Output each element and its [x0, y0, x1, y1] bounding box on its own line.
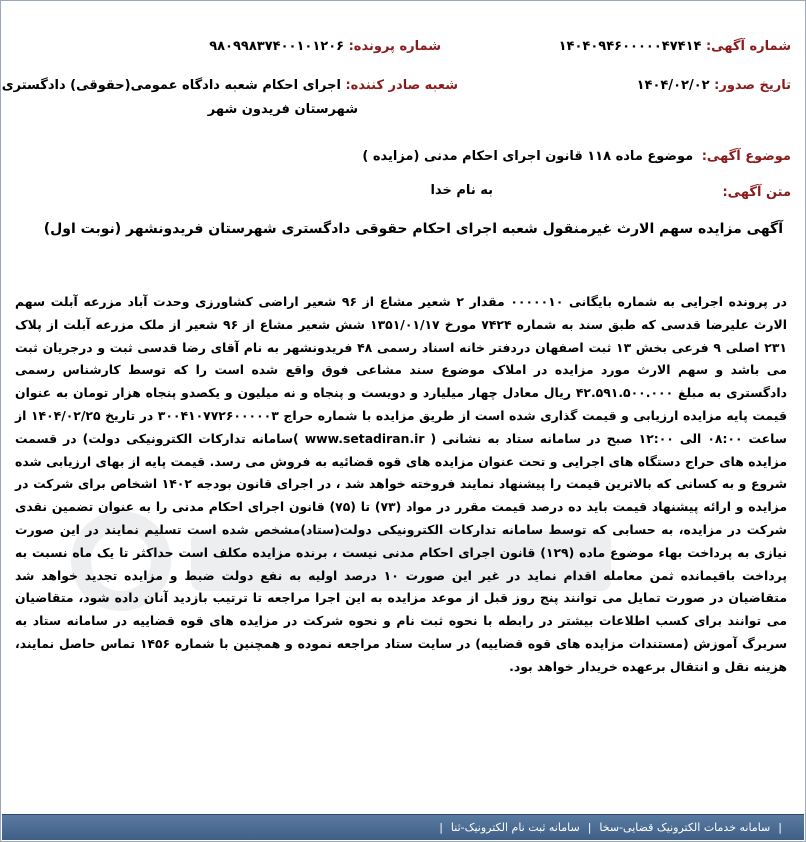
text-label-row — [722, 185, 791, 200]
case-number-label: شماره پرونده: — [348, 39, 441, 54]
notice-number-label: شماره آگهی: — [705, 39, 791, 54]
issue-date-value: ۱۴۰۴/۰۲/۰۲ — [636, 78, 710, 93]
footer-separator: | — [778, 821, 782, 834]
notice-headline: آگهی مزایده سهم الارث غیرمنقول شعبه اجرای احکام حقوقی دادگستری شهرستان فریدونشهر (نوبت اول) — [43, 221, 783, 237]
branch-value-line2: شهرستان فریدون شهر — [207, 102, 358, 117]
branch-label: شعبه صادر کننده: — [345, 78, 458, 93]
footer-separator: | — [587, 821, 592, 834]
branch-row-2 — [208, 102, 358, 117]
subject-row — [362, 149, 791, 164]
subject-value: موضوع ماده ۱۱۸ قانون اجرای احکام مدنی (مزایده ) — [362, 149, 694, 164]
notice-body-part1: در پرونده اجرایی به شماره بایگانی ۰۰۰۰۰۱۰ مقدار ۲ شعیر مشاع از ۹۶ شعیر اراضی کشاورزی وحدت آباد مزرعه آبلت سهم الارث علیرضا قدسی که طبق سند به شماره ۷۴۲۴ مورخ ۱۳۵۱/۰۱/۱۷ شش شعیر مشاع از ۹۶ شعیر از ملک مزرعه آبلت از پلاک ۲۳۱ اصلی ۹ فرعی بخش ۱۳ ثبت اصفهان دردفتر خانه اسناد رسمی ۴۸ فریدونشهر به نام آقای رضا قدسی ثبت و درجریان ثبت می باشد و سهم الارث مورد مزایده در املاک موضوع سند مشاعی فوق واقع شده است را که توسط کارشناس رسمی دادگستری به مبلغ ۴۲.۵۹۱.۵۰۰.۰۰۰ ریال معادل چهار میلیارد و دویست و پنجاه و نه میلیون و یکصدو پنجاه هزار تومان به عنوان قیمت پایه مزایده ارزیابی و قیمت گذاری شده است از طریق مزایده با شماره حراج ۳۰۰۴۱۰۷۷۲۶۰۰۰۰۰۳ در تاریخ ۱۴۰۴/۰۲/۲۵ از ساعت ۰۸:۰۰ الی ۱۲:۰۰ صبح در سامانه ستاد به نشانی ( — [15, 294, 788, 446]
footer-bar — [2, 814, 804, 840]
text-intro: به نام خدا — [430, 183, 493, 198]
subject-label: موضوع آگهی: — [701, 149, 791, 164]
notice-number-row — [559, 39, 791, 54]
case-number-value: ۹۸۰۹۹۸۳۷۴۰۰۱۰۱۲۰۶ — [209, 39, 345, 54]
footer-separator: | — [439, 821, 443, 834]
footer-link-sana[interactable]: سامانه ثبت نام الکترونیک-ثنا — [450, 821, 580, 834]
branch-value-line1: اجرای احکام شعبه دادگاه عمومی(حقوقی) دادگستری — [1, 78, 341, 93]
notice-body — [15, 291, 787, 679]
notice-body-part2: )سامانه تدارکات الکترونیکی دولت) در قسمت مزایده های حراج دستگاه های اجرایی و تحت عنوان مزایده های قوه قضائیه به فروش می رسد. قیمت پایه از بهای ارزیابی شده شروع و به کسانی که بالاترین قیمت را پیشنهاد نمایند فروخته خواهد شد ، در اجرای قانون بودجه ۱۴۰۲ اشخاص برای شرکت در مزایده و ارائه پیشنهاد قیمت باید ده درصد قیمت مقرر در مواد (۷۳) تا (۷۵) قانون اجرای احکام مدنی را به عنوان تضمین نقدی شرکت در مزایده، به حسابی که توسط سامانه تدارکات الکترونیکی دولت(ستاد)مشخص شده است تسلیم نمایند در این صورت نیازی به پرداخت بهاء موضوع ماده (۱۲۹) قانون اجرای احکام مدنی نیست ، برنده مزایده مکلف است حداکثر تا یک ماه نسبت به پرداخت باقیمانده ثمن معامله اقدام نماید در غیر این صورت ۱۰ درصد اولیه به نفع دولت ضبط و مزایده تجدید خواهد شد متقاضیان در صورت تمایل می توانند پنج روز قبل از موعد مزایده به این اجرا مراجعه تا ترتیب بازدید آنان داده شود، متقاضیان می توانند برای کسب اطلاعات بیشتر در رابطه با نحوه ثبت نام و نحوه شرکت در مزایده های قوه قضاییه در سامانه ستاد به سربرگ آموزش (مستندات مزایده های قوه قضاییه) در سایت ستاد مراجعه نموده و همچنین با شماره ۱۴۵۶ تماس حاصل نمایند، هزینه نقل و انتقال برعهده خریدار خواهد بود. — [15, 430, 788, 674]
text-label: متن آگهی: — [722, 185, 791, 200]
setadiran-url: www.setadiran.ir — [304, 430, 425, 446]
notice-number-value: ۱۴۰۴۰۹۴۶۰۰۰۰۰۴۷۴۱۴ — [558, 39, 702, 54]
issue-date-row — [637, 78, 791, 93]
case-number-row — [209, 39, 441, 54]
footer-link-sakha[interactable]: سامانه خدمات الکترونیک قضایی-سخا — [599, 821, 771, 834]
branch-row — [2, 78, 458, 93]
text-intro-row — [431, 183, 493, 198]
issue-date-label: تاریخ صدور: — [714, 78, 791, 93]
